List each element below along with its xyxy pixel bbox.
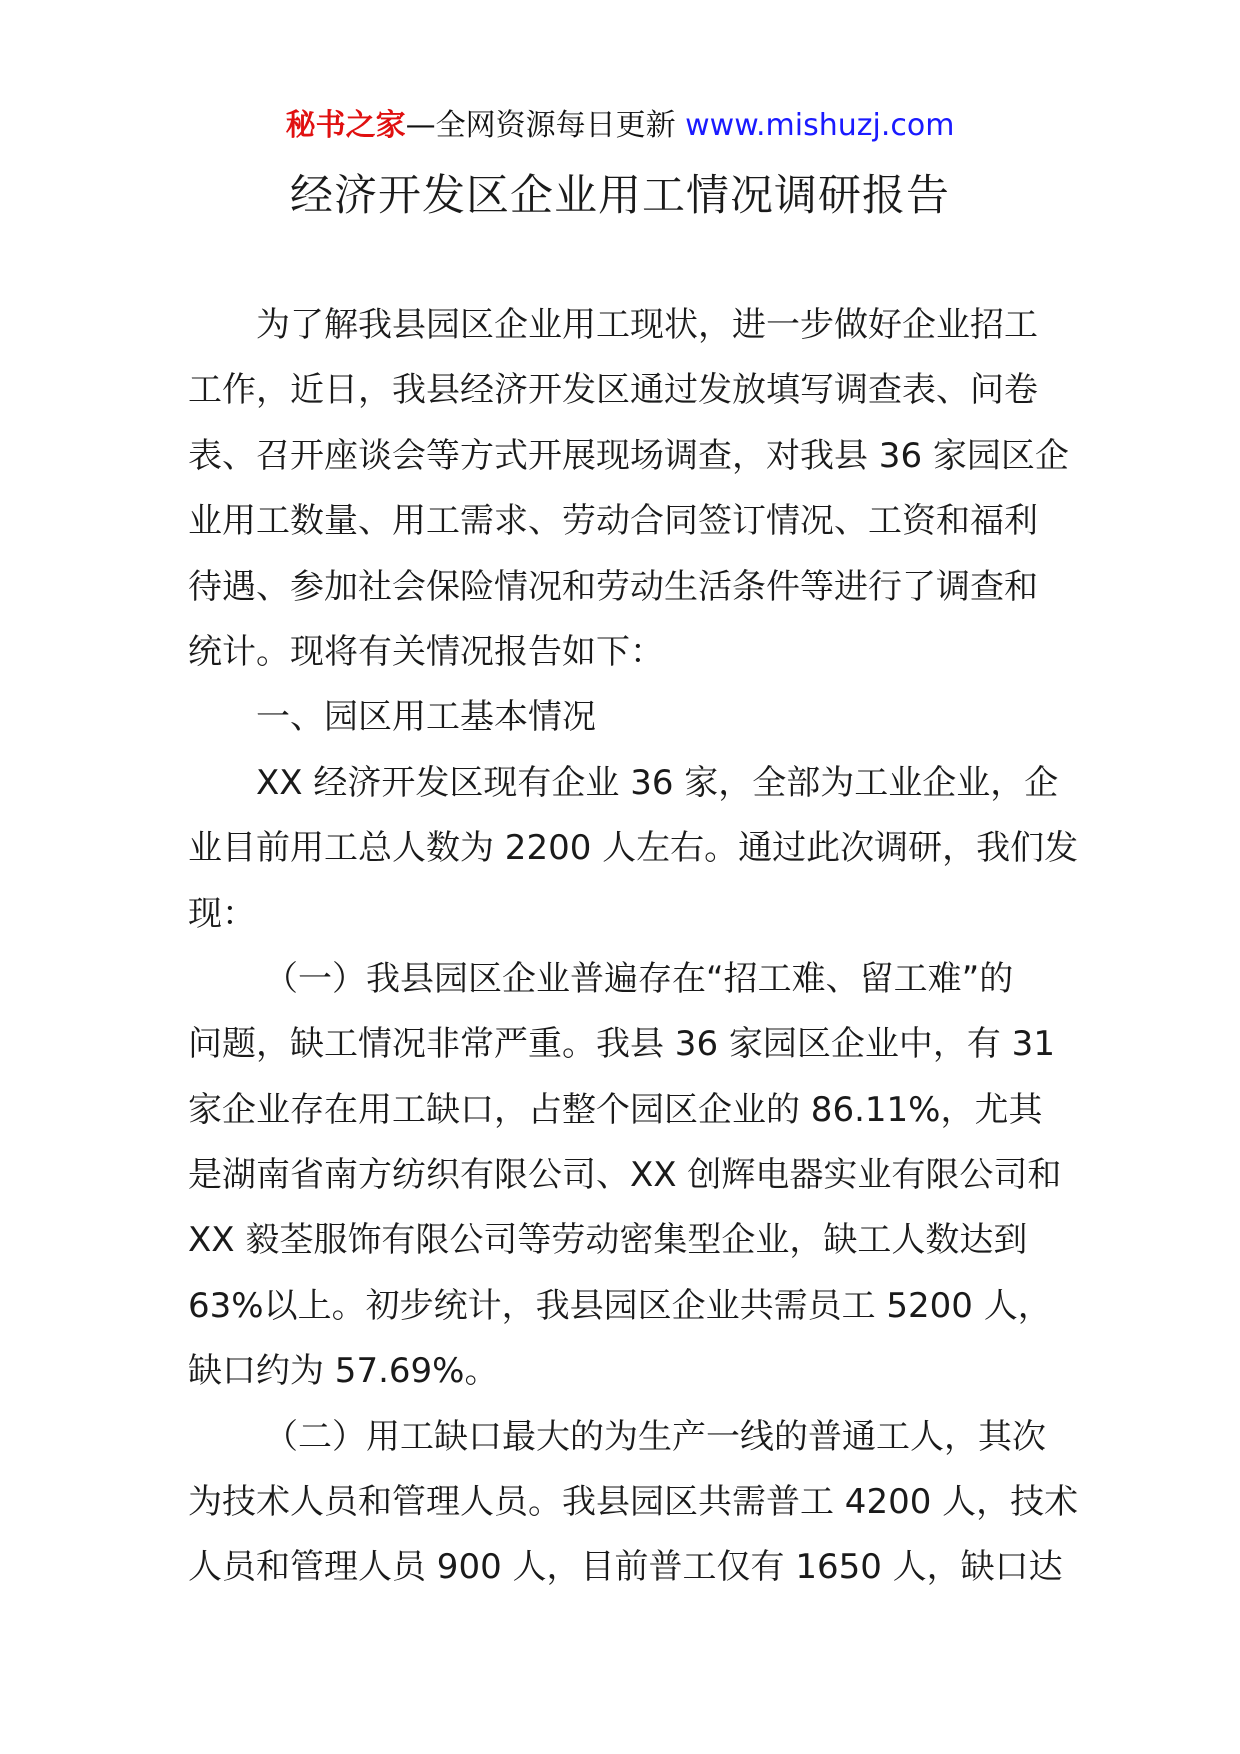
body-line: 63%以上。初步统计，我县园区企业共需员工 5200 人，: [188, 1285, 1052, 1326]
site-slogan: —全网资源每日更新: [405, 108, 676, 143]
body-line: XX 经济开发区现有企业 36 家，全部为工业企业，企: [256, 762, 1059, 803]
body-line: 人员和管理人员 900 人，目前普工仅有 1650 人，缺口达: [188, 1547, 1063, 1588]
subsection-line: （一）我县园区企业普遍存在“招工难、留工难”的: [264, 958, 1014, 999]
body-line: 为了解我县园区企业用工现状，进一步做好企业招工: [256, 305, 1038, 345]
body-line: 业用工数量、用工需求、劳动合同签订情况、工资和福利: [188, 501, 1038, 542]
body-line: 待遇、参加社会保险情况和劳动生活条件等进行了调查和: [188, 566, 1038, 607]
document-body: [188, 293, 1079, 1601]
body-line: 家企业存在用工缺口，占整个园区企业的 86.11%，尤其: [188, 1089, 1043, 1130]
site-url-link[interactable]: www.mishuzj.com: [685, 108, 955, 143]
body-line: 缺口约为 57.69%。: [188, 1351, 499, 1392]
body-line: 是湖南省南方纺织有限公司、XX 创辉电器实业有限公司和: [188, 1155, 1062, 1196]
body-line: 统计。现将有关情况报告如下：: [188, 631, 664, 672]
body-line: 问题，缺工情况非常严重。我县 36 家园区企业中，有 31: [188, 1024, 1055, 1065]
body-line: 工作，近日，我县经济开发区通过发放填写调查表、问卷: [188, 370, 1038, 411]
site-header: [0, 104, 1240, 148]
body-line: XX 毅荃服饰有限公司等劳动密集型企业，缺工人数达到: [188, 1220, 1028, 1261]
body-line: 表、召开座谈会等方式开展现场调查，对我县 36 家园区企: [188, 435, 1069, 476]
section-heading: 一、园区用工基本情况: [256, 697, 596, 738]
body-line: 为技术人员和管理人员。我县园区共需普工 4200 人，技术: [188, 1482, 1079, 1523]
subsection-line: （二）用工缺口最大的为生产一线的普通工人，其次: [264, 1416, 1046, 1457]
document-title: 经济开发区企业用工情况调研报告: [290, 171, 950, 221]
body-line: 业目前用工总人数为 2200 人左右。通过此次调研，我们发: [188, 828, 1079, 869]
body-line: 现：: [188, 893, 256, 934]
brand-name: 秘书之家: [285, 108, 406, 143]
